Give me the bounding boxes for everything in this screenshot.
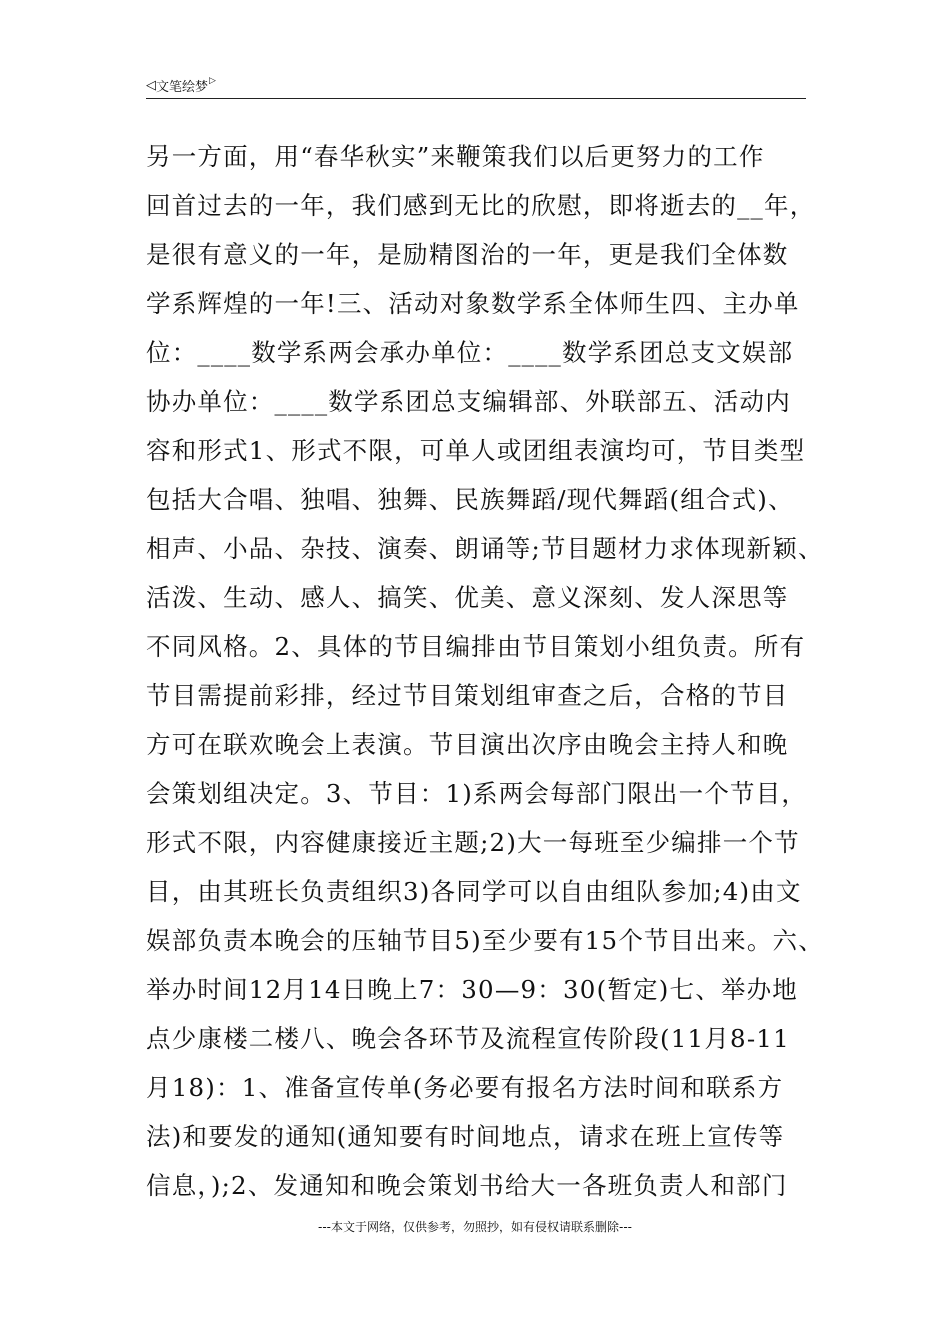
body-line: 不同风格。2、具体的节目编排由节目策划小组负责。所有 [146,632,806,661]
body-line: 月18)：1、准备宣传单(务必要有报名方法时间和联系方 [146,1073,784,1102]
body-line: 回首过去的一年，我们感到无比的欣慰，即将逝去的__年， [146,191,816,220]
body-line: 活泼、生动、感人、搞笑、优美、意义深刻、发人深思等 [146,583,789,612]
body-line: 相声、小品、杂技、演奏、朗诵等;节目题材力求体现新颖、 [146,534,824,563]
body-line: 信息，);2、发通知和晚会策划书给大一各班负责人和部门 [146,1171,788,1200]
body-line: 是很有意义的一年，是励精图治的一年，更是我们全体数 [146,240,789,269]
triangle-left-icon: ◁ [146,78,156,93]
body-line: 另一方面，用“春华秋实”来鞭策我们以后更努力的工作 [146,142,765,171]
body-line: 学系辉煌的一年!三、活动对象数学系全体师生四、主办单 [146,289,800,318]
body-line: 形式不限，内容健康接近主题;2)大一每班至少编排一个节 [146,828,800,857]
triangle-right-icon: ▷ [209,76,216,86]
document-body [146,132,826,1210]
body-line: 容和形式1、形式不限，可单人或团组表演均可，节目类型 [146,436,806,465]
page-header [146,74,806,99]
body-line: 点少康楼二楼八、晚会各环节及流程宣传阶段(11月8-11 [146,1024,790,1053]
body-line: 娱部负责本晚会的压轴节目5)至少要有15个节目出来。六、 [146,926,824,955]
page-footer: ---本文于网络，仅供参考，勿照抄，如有侵权请联系删除--- [318,1220,632,1234]
body-line: 会策划组决定。3、节目：1)系两会每部门限出一个节目， [146,779,808,808]
body-line: 包括大合唱、独唱、独舞、民族舞蹈/现代舞蹈(组合式)、 [146,485,794,514]
body-line: 法)和要发的通知(通知要有时间地点，请求在班上宣传等 [146,1122,785,1151]
body-line: 协办单位：____数学系团总支编辑部、外联部五、活动内 [146,387,791,416]
body-line: 目，由其班长负责组织3)各同学可以自由组队参加;4)由文 [146,877,802,906]
brand-logo [146,76,216,95]
brand-text: 文笔绘梦 [156,80,209,95]
body-line: 方可在联欢晚会上表演。节目演出次序由晚会主持人和晚 [146,730,789,759]
body-line: 举办时间12月14日晚上7：30—9：30(暂定)七、举办地 [146,975,798,1004]
body-line: 位：____数学系两会承办单位：____数学系团总支文娱部 [146,338,794,367]
body-line: 节目需提前彩排，经过节目策划组审查之后，合格的节目 [146,681,789,710]
